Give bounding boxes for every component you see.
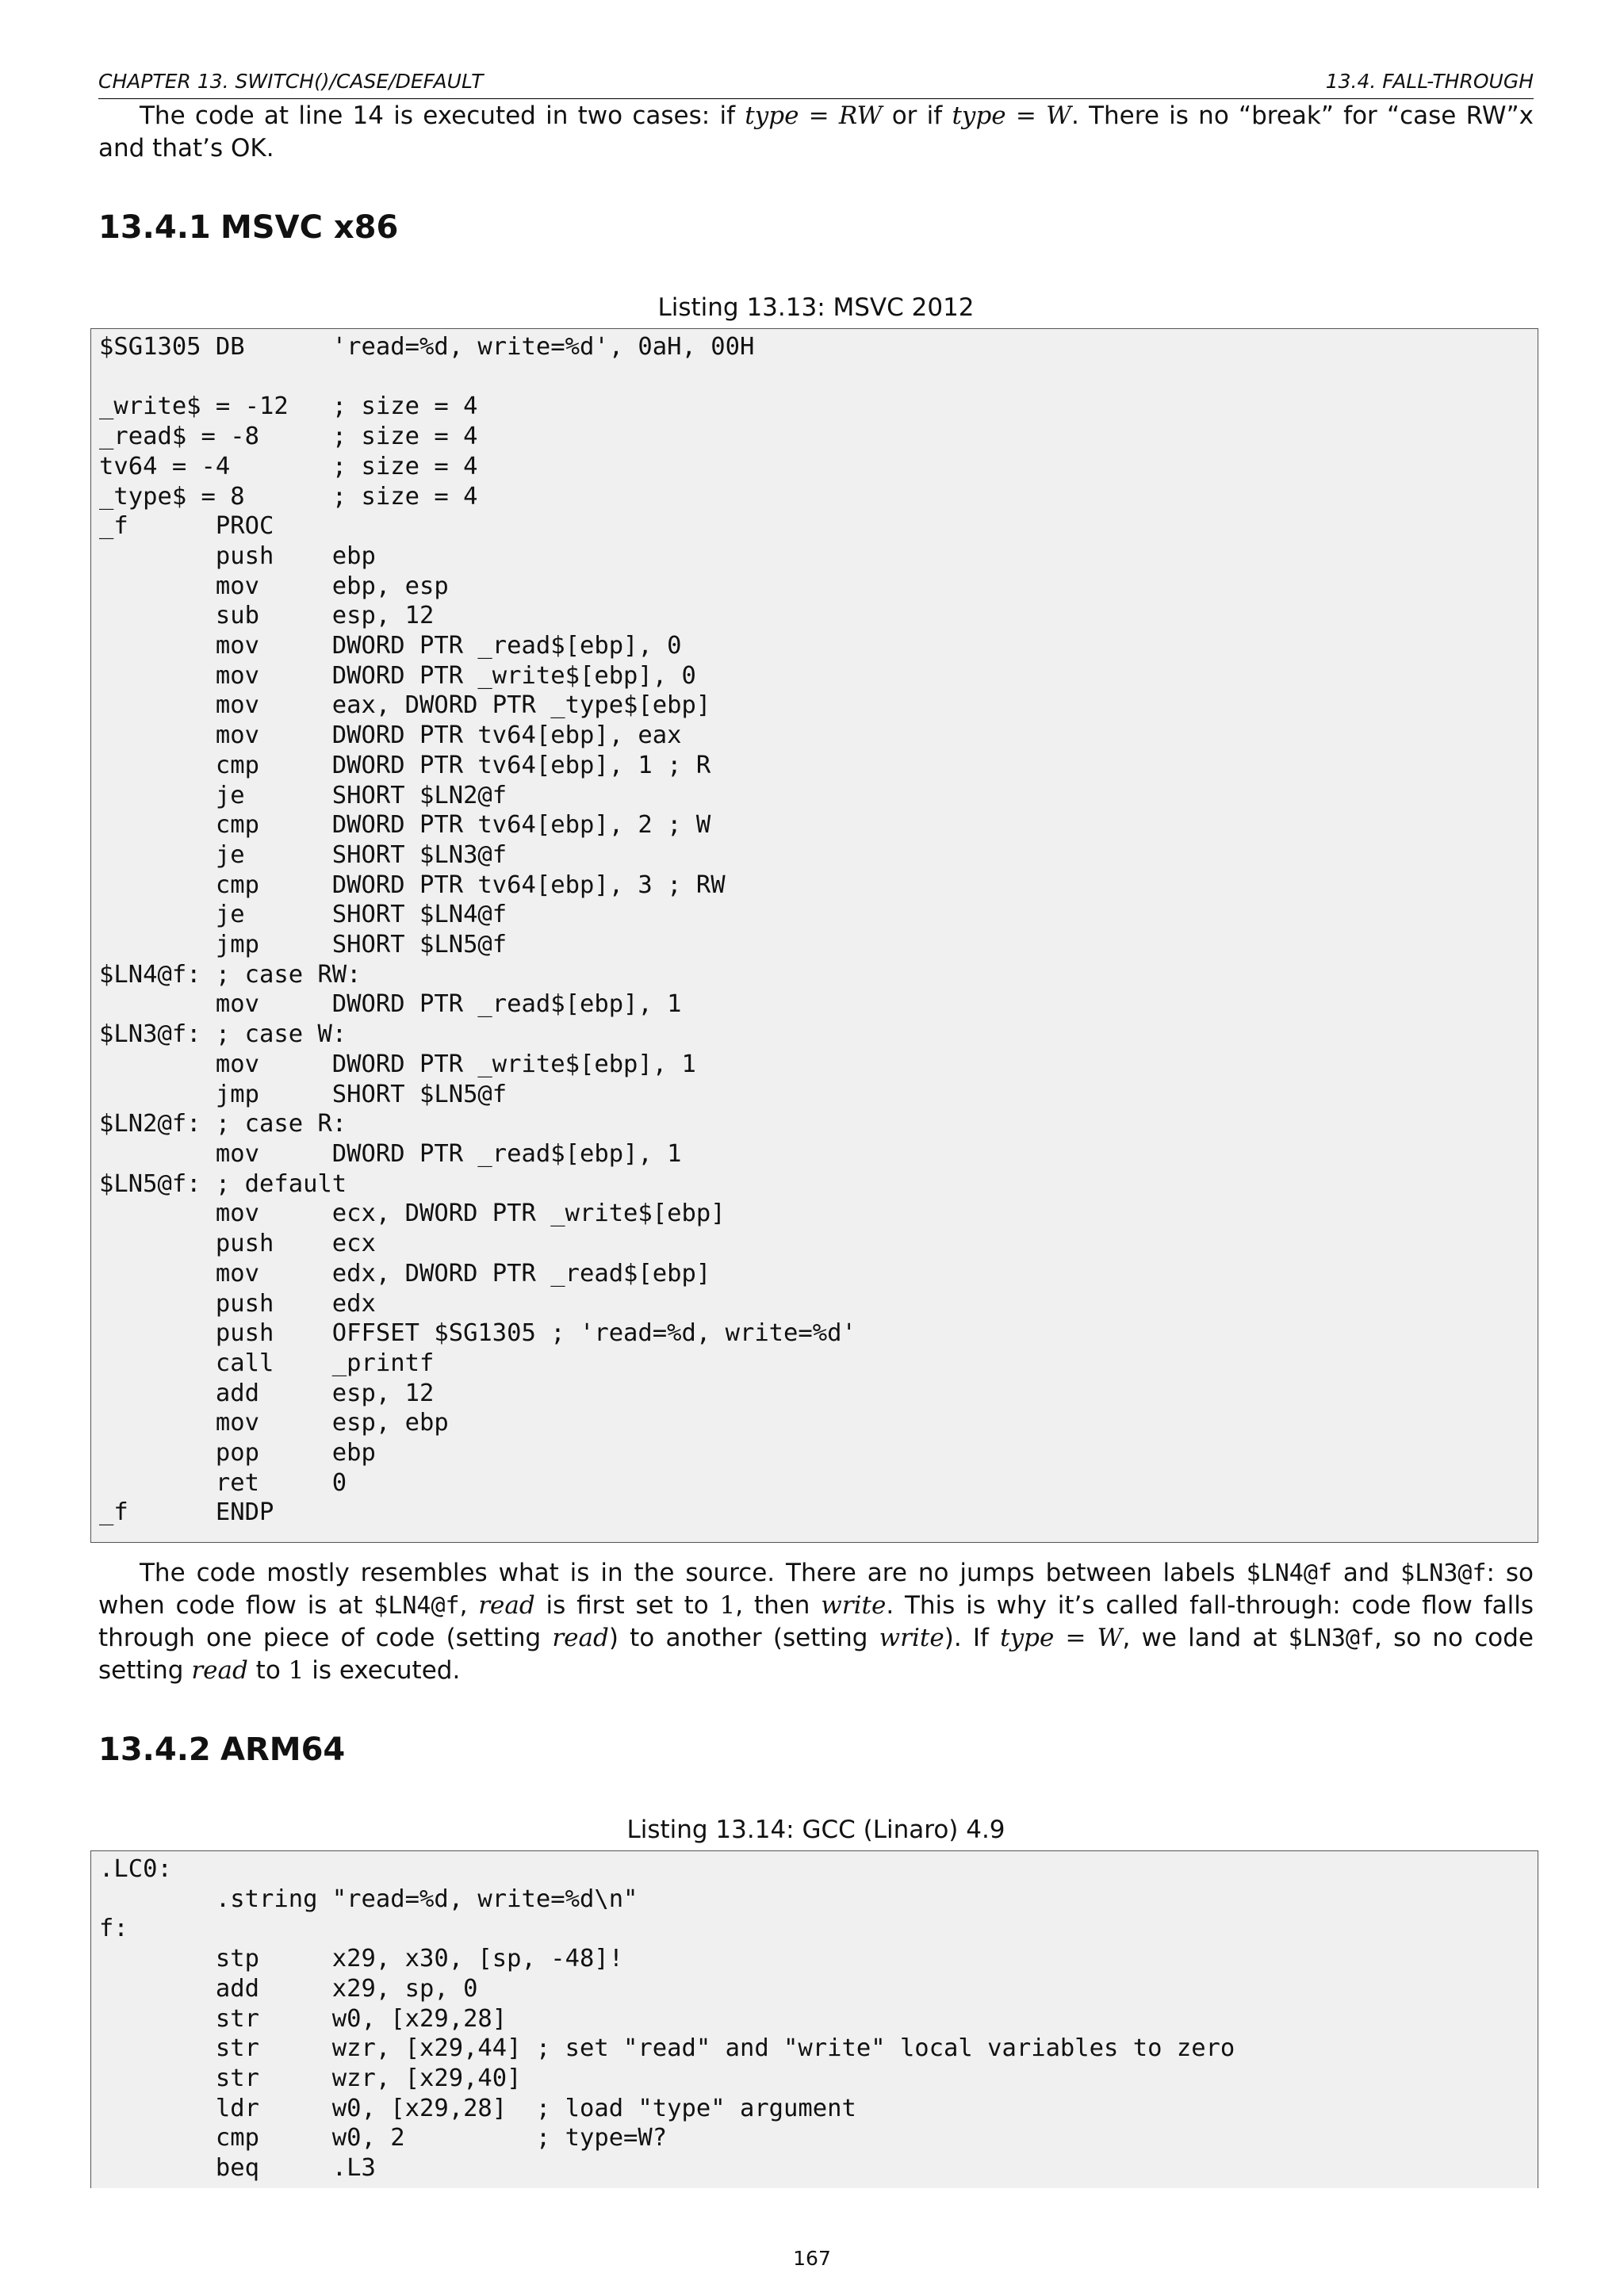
- code-line: [99, 362, 1538, 392]
- code-line: je SHORT $LN2@f: [99, 781, 508, 809]
- code-line: $LN3@f: ; case W:: [99, 1020, 347, 1049]
- code-line: mov ebp, esp: [99, 572, 449, 600]
- code-line: _read$ = -8 ; size = 4: [99, 423, 478, 451]
- intro-text: . There is no “break” for “case RW”x and that’s OK.: [98, 101, 1534, 163]
- code-line: str wzr, [x29,40]: [99, 2064, 522, 2092]
- code-line: je SHORT $LN3@f: [99, 840, 508, 869]
- code-line: mov DWORD PTR _read$[ebp], 1: [99, 1139, 682, 1168]
- code-line: $SG1305 DB 'read=%d, write=%d', 0aH, 00H: [99, 333, 755, 361]
- page-number: 167: [793, 2247, 831, 2270]
- code-line: _write$ = -12 ; size = 4: [99, 392, 478, 421]
- code-line: jmp SHORT $LN5@f: [99, 931, 508, 959]
- code-line: jmp SHORT $LN5@f: [99, 1080, 508, 1108]
- code-line: mov edx, DWORD PTR _read$[ebp]: [99, 1259, 711, 1288]
- code-line: str w0, [x29,28]: [99, 2004, 508, 2033]
- code-line: mov eax, DWORD PTR _type$[ebp]: [99, 691, 711, 720]
- intro-text: The code at line 14 is executed in two cases: if: [140, 101, 745, 130]
- code-line: ret 0: [99, 1468, 347, 1497]
- running-header: [98, 70, 1534, 99]
- code-line: mov ecx, DWORD PTR _write$[ebp]: [99, 1200, 726, 1228]
- inline-code: $LN3@f: [1400, 1559, 1487, 1587]
- code-line: cmp w0, 2 ; type=W?: [99, 2124, 668, 2152]
- code-line: mov esp, ebp: [99, 1409, 449, 1437]
- code-line: $LN2@f: ; case R:: [99, 1110, 347, 1138]
- code-line: push OFFSET $SG1305 ; 'read=%d, write=%d': [99, 1319, 856, 1348]
- code-line: mov DWORD PTR tv64[ebp], eax: [99, 721, 682, 750]
- code-line: mov DWORD PTR _read$[ebp], 0: [99, 632, 682, 660]
- math-expression: type = RW: [745, 101, 883, 130]
- code-line: beq .L3: [99, 2154, 376, 2183]
- code-line: $LN4@f: ; case RW:: [99, 960, 362, 989]
- code-line: cmp DWORD PTR tv64[ebp], 3 ; RW: [99, 871, 726, 899]
- code-line: tv64 = -4 ; size = 4: [99, 452, 478, 480]
- code-line: $LN5@f: ; default: [99, 1169, 347, 1198]
- code-line: _type$ = 8 ; size = 4: [99, 482, 478, 511]
- code-line: cmp DWORD PTR tv64[ebp], 2 ; W: [99, 811, 711, 840]
- code-line: .string "read=%d, write=%d\n": [99, 1885, 638, 1913]
- math-expression: type = W: [952, 101, 1071, 130]
- intro-text: or if: [882, 101, 952, 130]
- section-title: MSVC x86: [220, 209, 399, 246]
- code-block: [91, 1851, 1538, 2183]
- code-block: [91, 329, 1538, 1528]
- section-heading-msvc: [98, 209, 398, 246]
- code-line: mov DWORD PTR _read$[ebp], 1: [99, 990, 682, 1019]
- code-line: add x29, sp, 0: [99, 1974, 478, 2003]
- code-line: push ebp: [99, 541, 376, 570]
- code-line: mov DWORD PTR _write$[ebp], 0: [99, 661, 696, 690]
- code-line: add esp, 12: [99, 1379, 435, 1407]
- code-line: .LC0:: [99, 1855, 172, 1883]
- code-line: _f PROC: [99, 512, 274, 541]
- code-listing-arm64: [90, 1850, 1538, 2188]
- code-line: stp x29, x30, [sp, -48]!: [99, 1945, 624, 1973]
- inline-code: $LN3@f: [1288, 1624, 1375, 1652]
- code-line: call _printf: [99, 1349, 435, 1377]
- inline-code: $LN4@f: [373, 1592, 460, 1620]
- code-listing-msvc: [90, 328, 1538, 1543]
- code-line: pop ebp: [99, 1439, 376, 1468]
- code-line: je SHORT $LN4@f: [99, 901, 508, 929]
- listing-caption-arm64: Listing 13.14: GCC (Linaro) 4.9: [626, 1816, 1005, 1844]
- code-line: _f ENDP: [99, 1498, 274, 1527]
- section-number: 13.4.2: [98, 1732, 211, 1768]
- inline-code: $LN4@f: [1246, 1559, 1332, 1587]
- listing-caption-msvc: Listing 13.13: MSVC 2012: [657, 293, 975, 322]
- code-line: f:: [99, 1915, 128, 1943]
- section-title: ARM64: [220, 1732, 346, 1768]
- header-section: 13.4. FALL-THROUGH: [1325, 70, 1534, 93]
- section-number: 13.4.1: [98, 209, 211, 246]
- header-chapter: CHAPTER 13. SWITCH()/CASE/DEFAULT: [98, 70, 484, 93]
- code-line: sub esp, 12: [99, 602, 435, 630]
- code-line: ldr w0, [x29,28] ; load "type" argument: [99, 2094, 856, 2122]
- code-line: push ecx: [99, 1230, 376, 1258]
- code-line: mov DWORD PTR _write$[ebp], 1: [99, 1050, 696, 1078]
- intro-paragraph: [98, 100, 1534, 165]
- code-line: push edx: [99, 1289, 376, 1318]
- section-heading-arm64: [98, 1732, 345, 1768]
- code-line: str wzr, [x29,44] ; set "read" and "write" local variables to zero: [99, 2034, 1235, 2063]
- explanation-paragraph: The code mostly resembles what is in the source. There are no jumps between labels $LN4@f and $LN3@f: so when code flow is at $LN4@f, read is first set to 1, then write. This is why it’s called fall-through: code flow falls through one piece of code (setting read) to another (setting write). If type = W, we land at $LN3@f, so no code setting read to 1 is executed.: [98, 1559, 1534, 1685]
- code-line: cmp DWORD PTR tv64[ebp], 1 ; R: [99, 751, 711, 779]
